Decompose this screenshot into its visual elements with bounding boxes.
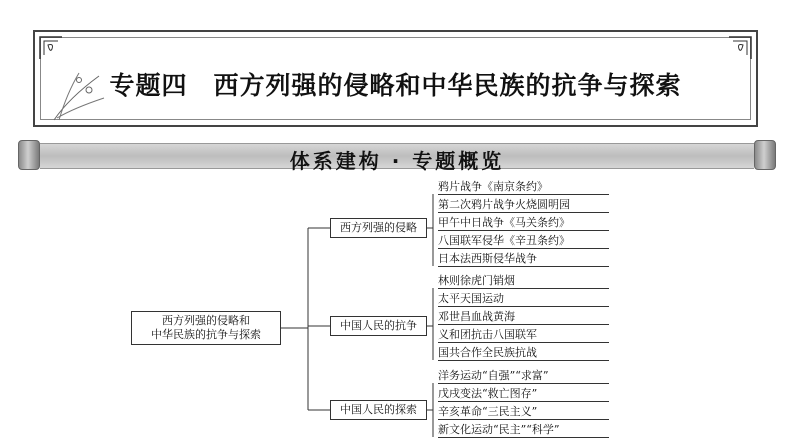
leaf-underline: [438, 360, 609, 361]
leaf-underline: [438, 194, 609, 195]
leaf-item: 第二次鸦片战争火烧圆明园: [438, 198, 570, 211]
branch-invasion: 西方列强的侵略: [330, 218, 427, 238]
leaf-item: 戊戌变法“救亡图存”: [438, 387, 538, 400]
leaf-item: 日本法西斯侵华战争: [438, 252, 537, 265]
leaf-underline: [438, 342, 609, 343]
leaf-underline: [438, 401, 609, 402]
leaf-underline: [438, 248, 609, 249]
branch-resistance: 中国人民的抗争: [330, 316, 427, 336]
leaf-underline: [438, 383, 609, 384]
leaf-underline: [438, 306, 609, 307]
leaf-underline: [438, 288, 609, 289]
branch-exploration: 中国人民的探索: [330, 400, 427, 420]
leaf-item: 太平天国运动: [438, 292, 504, 305]
leaf-underline: [438, 419, 609, 420]
leaf-item: 鸦片战争《南京条约》: [438, 180, 548, 193]
mindmap-root-line-2: 中华民族的抗争与探索: [151, 328, 261, 341]
banner-title: 体系建构 · 专题概览: [289, 149, 505, 173]
mindmap-root: [131, 311, 281, 345]
leaf-item: 辛亥革命“三民主义”: [438, 405, 538, 418]
leaf-underline: [438, 437, 609, 438]
leaf-underline: [438, 266, 609, 267]
leaf-underline: [438, 230, 609, 231]
leaf-item: 林则徐虎门销烟: [438, 274, 515, 287]
leaf-item: 八国联军侵华《辛丑条约》: [438, 234, 570, 247]
leaf-item: 义和团抗击八国联军: [438, 328, 537, 341]
leaf-item: 国共合作全民族抗战: [438, 346, 537, 359]
leaf-underline: [438, 324, 609, 325]
page-title: 专题四 西方列强的侵略和中华民族的抗争与探索: [109, 71, 682, 100]
leaf-underline: [438, 212, 609, 213]
leaf-item: 邓世昌血战黄海: [438, 310, 515, 323]
leaf-item: 洋务运动“自强”“求富”: [438, 369, 549, 382]
mindmap-root-line-1: 西方列强的侵略和: [162, 314, 250, 327]
leaf-item: 新文化运动“民主”“科学”: [438, 423, 560, 436]
leaf-item: 甲午中日战争《马关条约》: [438, 216, 570, 229]
